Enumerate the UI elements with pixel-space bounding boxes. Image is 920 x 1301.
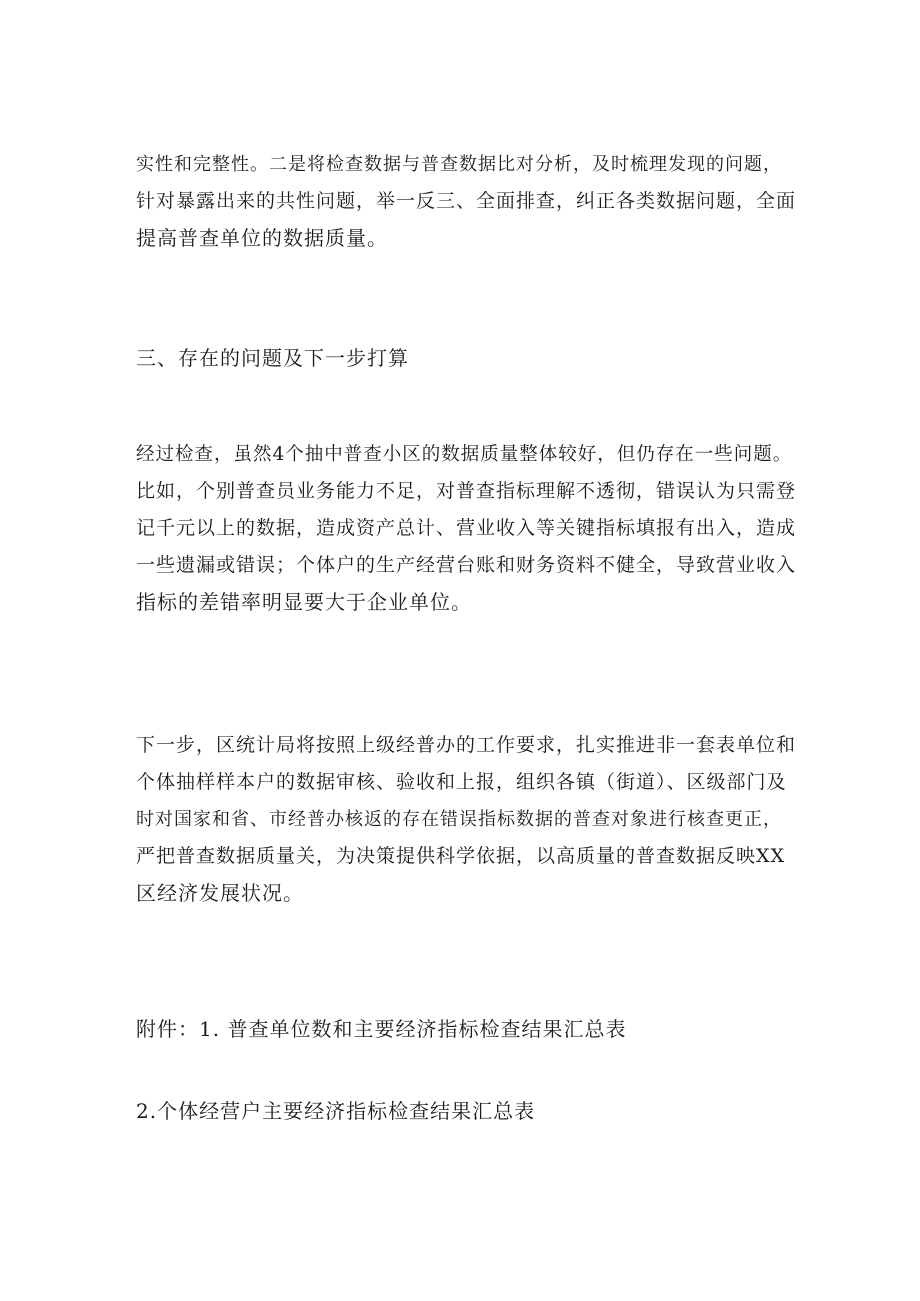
- paragraph-problems: [136, 436, 796, 621]
- section-heading: 三、存在的问题及下一步打算: [136, 346, 409, 370]
- paragraph-line: 一些遗漏或错误；个体户的生产经营台账和财务资料不健全，导致营业收入: [136, 554, 797, 576]
- paragraph-line: 提高普查单位的数据质量。: [136, 226, 388, 250]
- attachment-item-1: 附件：1. 普查单位数和主要经济指标检查结果汇总表: [136, 1017, 627, 1041]
- paragraph-line: 经过检查，虽然4个抽中普查小区的数据质量整体较好，但仍存在一些问题。: [136, 444, 793, 465]
- paragraph-line: 指标的差错率明显要大于企业单位。: [136, 590, 472, 614]
- paragraph-line: 针对暴露出来的共性问题，举一反三、全面排查，纠正各类数据问题，全面: [136, 190, 797, 212]
- paragraph-data-verification: [136, 146, 796, 257]
- attachment-item-2: 2.个体经营户主要经济指标检查结果汇总表: [136, 1099, 536, 1123]
- paragraph-line: 实性和完整性。二是将检查数据与普查数据比对分析，及时梳理发现的问题，: [136, 154, 782, 175]
- paragraph-line: 严把普查数据质量关，为决策提供科学依据，以高质量的普查数据反映XX: [136, 845, 786, 867]
- paragraph-line: 记千元以上的数据，造成资产总计、营业收入等关键指标填报有出入，造成: [136, 517, 797, 539]
- paragraph-line: 时对国家和省、市经普办核返的存在错误指标数据的普查对象进行核查更正，: [136, 809, 782, 830]
- paragraph-line: 个体抽样样本户的数据审核、验收和上报，组织各镇（街道）、区级部门及: [136, 771, 787, 793]
- paragraph-next-steps: [136, 727, 796, 912]
- paragraph-line: 区经济发展状况。: [136, 881, 304, 905]
- paragraph-line: 比如，个别普查员业务能力不足，对普查指标理解不透彻，错误认为只需登: [136, 480, 797, 502]
- paragraph-line: 下一步，区统计局将按照上级经普办的工作要求，扎实推进非一套表单位和: [136, 734, 797, 756]
